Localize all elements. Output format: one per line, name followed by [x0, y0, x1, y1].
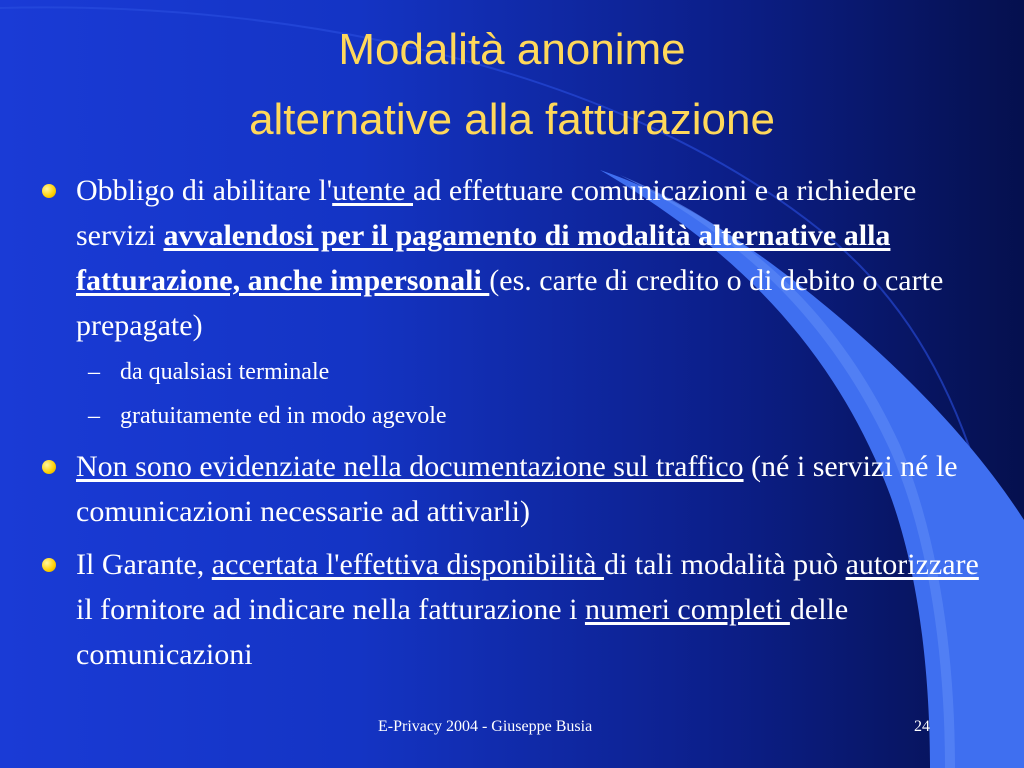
- dash-icon: –: [88, 403, 100, 429]
- bullet-dot-icon: [42, 184, 56, 198]
- slide-title-line2: alternative alla fatturazione: [249, 95, 775, 144]
- bullet-2: Non sono evidenziate nella documentazione sul traffico (né i servizi né le comunicazioni necessarie ad attivarli): [40, 444, 1000, 534]
- subbullet-1: – da qualsiasi terminale: [40, 350, 1000, 394]
- slide-body: [40, 168, 1000, 677]
- dash-icon: –: [88, 359, 100, 385]
- bullet-1: Obbligo di abilitare l'utente ad effettuare comunicazioni e a richiedere servizi avvalendosi per il pagamento di modalità alternative alla fatturazione, anche impersonali (es. carte di credito o di debito o carte prepagate): [40, 168, 1000, 348]
- page-number: 24: [914, 718, 930, 735]
- slide-title-line1: Modalità anonime: [338, 25, 686, 74]
- bullet-3: Il Garante, accertata l'effettiva disponibilità di tali modalità può autorizzare il fornitore ad indicare nella fatturazione i numeri completi delle comunicazioni: [40, 542, 1000, 677]
- footer-text: E-Privacy 2004 - Giuseppe Busia: [378, 718, 593, 735]
- bullet-dot-icon: [42, 460, 56, 474]
- bullet-dot-icon: [42, 558, 56, 572]
- subbullet-2: – gratuitamente ed in modo agevole: [40, 394, 1000, 438]
